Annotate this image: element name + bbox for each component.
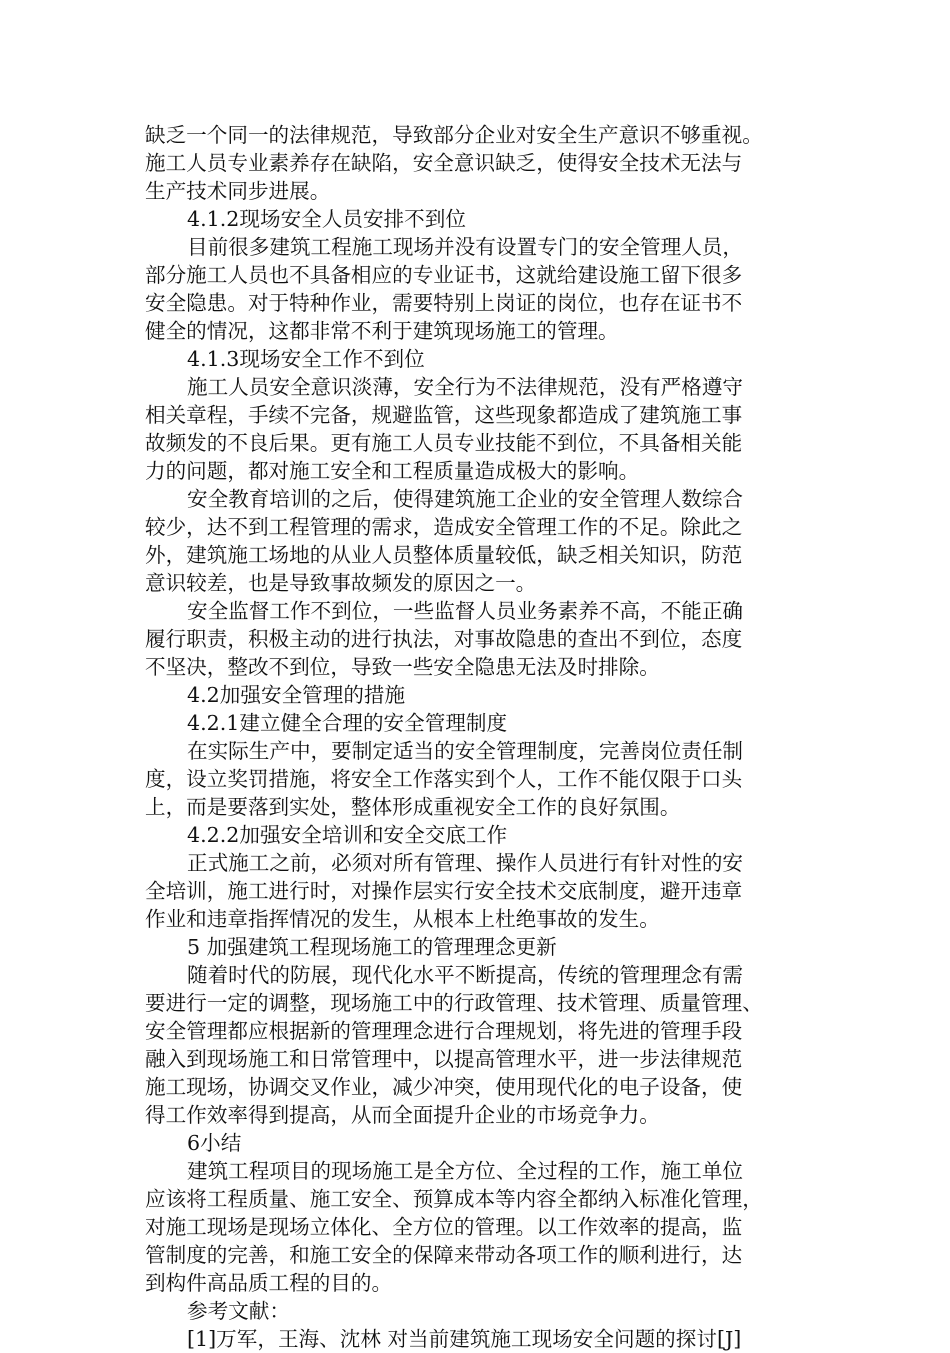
text-line: 相关章程，手续不完备，规避监管，这些现象都造成了建筑施工事 [145, 403, 743, 427]
text-line: 不坚决，整改不到位，导致一些安全隐患无法及时排除。 [145, 655, 660, 679]
text-line: 缺乏一个同一的法律规范，导致部分企业对安全生产意识不够重视。 [145, 123, 763, 147]
text-line: 意识较差，也是导致事故频发的原因之一。 [145, 571, 537, 595]
text-line: 安全教育培训的之后，使得建筑施工企业的安全管理人数综合 [187, 487, 744, 511]
text-line: 安全监督工作不到位，一些监督人员业务素养不高，不能正确 [187, 599, 744, 623]
text-line: 要进行一定的调整，现场施工中的行政管理、技术管理、质量管理、 [145, 991, 763, 1015]
text-line: 融入到现场施工和日常管理中，以提高管理水平，进一步法律规范 [145, 1047, 743, 1071]
text-line: 全培训，施工进行时，对操作层实行安全技术交底制度，避开违章 [145, 879, 743, 903]
text-line: 生产技术同步进展。 [145, 179, 331, 203]
text-line: 正式施工之前，必须对所有管理、操作人员进行有针对性的安 [187, 851, 744, 875]
text-line: 4.1.2现场安全人员安排不到位 [187, 207, 466, 231]
text-line: 度，设立奖罚措施，将安全工作落实到个人，工作不能仅限于口头 [145, 767, 743, 791]
text-line: 参考文献： [187, 1299, 290, 1323]
text-line: 管制度的完善，和施工安全的保障来带动各项工作的顺利进行，达 [145, 1243, 743, 1267]
text-line: 施工现场，协调交叉作业，减少冲突，使用现代化的电子设备，使 [145, 1075, 743, 1099]
text-line: 安全隐患。对于特种作业，需要特别上岗证的岗位，也存在证书不 [145, 291, 743, 315]
text-line: 建筑工程项目的现场施工是全方位、全过程的工作，施工单位 [187, 1159, 744, 1183]
text-line: 对施工现场是现场立体化、全方位的管理。以工作效率的提高，监 [145, 1215, 743, 1239]
text-line: 安全管理都应根据新的管理理念进行合理规划，将先进的管理手段 [145, 1019, 743, 1043]
text-line: 施工人员专业素养存在缺陷，安全意识缺乏，使得安全技术无法与 [145, 151, 743, 175]
document-body-text [145, 121, 815, 1353]
text-line: 5 加强建筑工程现场施工的管理理念更新 [187, 935, 557, 959]
text-line: 4.2.1建立健全合理的安全管理制度 [187, 711, 508, 735]
text-line: 健全的情况，这都非常不利于建筑现场施工的管理。 [145, 319, 619, 343]
text-line: 上，而是要落到实处，整体形成重视安全工作的良好氛围。 [145, 795, 681, 819]
text-line: [1]万军，王海、沈林 对当前建筑施工现场安全问题的探讨[J] [187, 1327, 742, 1351]
text-line: 作业和违章指挥情况的发生，从根本上杜绝事故的发生。 [145, 907, 660, 931]
text-line: 到构件高品质工程的目的。 [145, 1271, 393, 1295]
text-line: 部分施工人员也不具备相应的专业证书，这就给建设施工留下很多 [145, 263, 743, 287]
text-line: 随着时代的防展，现代化水平不断提高，传统的管理理念有需 [187, 963, 744, 987]
text-line: 4.1.3现场安全工作不到位 [187, 347, 425, 371]
text-line: 4.2.2加强安全培训和安全交底工作 [187, 823, 508, 847]
text-line: 4.2加强安全管理的措施 [187, 683, 406, 707]
text-line: 6小结 [187, 1131, 242, 1155]
text-line: 故频发的不良后果。更有施工人员专业技能不到位，不具备相关能 [145, 431, 743, 455]
text-line: 施工人员安全意识淡薄，安全行为不法律规范，没有严格遵守 [187, 375, 744, 399]
text-line: 履行职责，积极主动的进行执法，对事故隐患的查出不到位，态度 [145, 627, 743, 651]
text-line: 较少，达不到工程管理的需求，造成安全管理工作的不足。除此之 [145, 515, 743, 539]
text-line: 得工作效率得到提高，从而全面提升企业的市场竞争力。 [145, 1103, 660, 1127]
text-line: 在实际生产中，要制定适当的安全管理制度，完善岗位责任制 [187, 739, 744, 763]
text-line: 应该将工程质量、施工安全、预算成本等内容全都纳入标准化管理， [145, 1187, 763, 1211]
text-line: 外，建筑施工场地的从业人员整体质量较低，缺乏相关知识，防范 [145, 543, 743, 567]
text-line: 目前很多建筑工程施工现场并没有设置专门的安全管理人员， [187, 235, 744, 259]
text-line: 力的问题，都对施工安全和工程质量造成极大的影响。 [145, 459, 640, 483]
